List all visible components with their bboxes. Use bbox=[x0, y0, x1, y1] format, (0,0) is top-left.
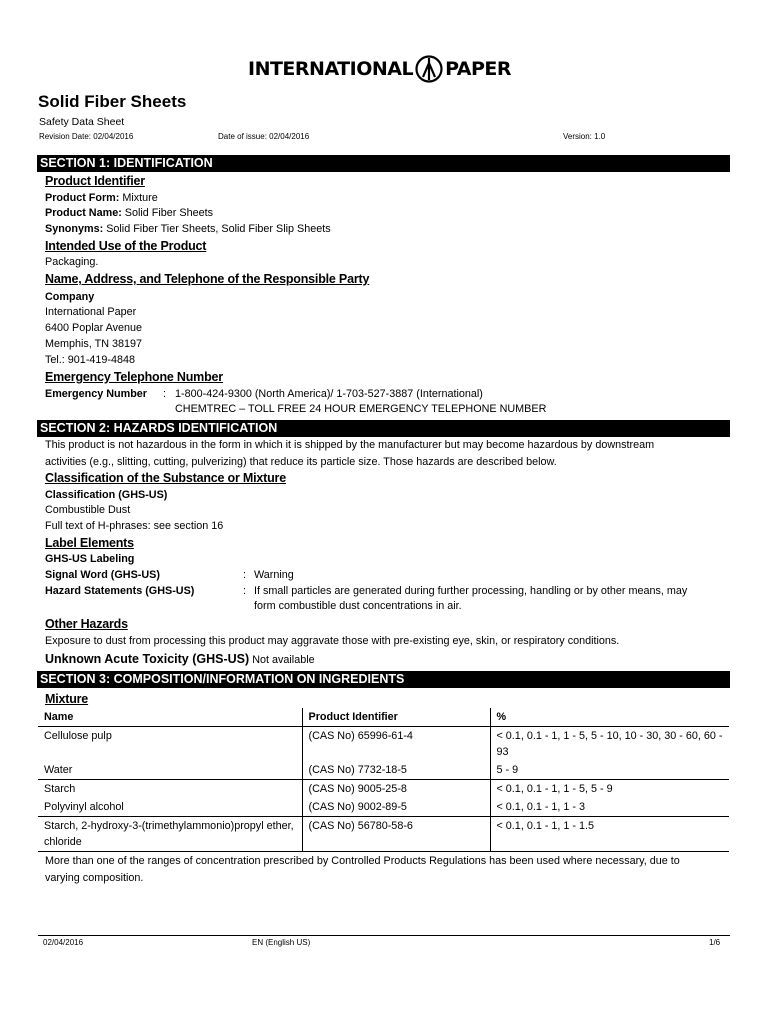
unknown-toxicity-label: Unknown Acute Toxicity (GHS-US) bbox=[45, 652, 250, 666]
ghs-labeling-label: GHS-US Labeling bbox=[45, 553, 135, 565]
version: Version: 1.0 bbox=[563, 132, 606, 141]
ingredients-table bbox=[38, 708, 729, 852]
logo-mark-icon bbox=[415, 55, 443, 83]
issue-date: Date of issue: 02/04/2016 bbox=[218, 132, 310, 141]
logo-right-word: PAPER bbox=[445, 58, 511, 80]
section-3-header: SECTION 3: COMPOSITION/INFORMATION ON INGREDIENTS bbox=[37, 671, 730, 688]
table-row bbox=[38, 780, 729, 799]
hazards-intro-line-1: This product is not hazardous in the form in which it is shipped by the manufacturer but may become hazardous by downstream bbox=[45, 439, 655, 451]
ingredient-id: (CAS No) 56780-58-6 bbox=[302, 817, 490, 852]
ingredient-pct: 5 - 9 bbox=[490, 761, 729, 780]
table-header-row bbox=[38, 708, 729, 727]
mixture-heading: Mixture bbox=[45, 692, 89, 706]
company-line: 6400 Poplar Avenue bbox=[45, 322, 143, 334]
composition-note-line-1: More than one of the ranges of concentration prescribed by Controlled Products Regulations has been used where necessary, due to bbox=[45, 855, 680, 867]
footer-date: 02/04/2016 bbox=[43, 938, 84, 947]
table-row bbox=[38, 817, 729, 852]
product-name-row bbox=[45, 207, 213, 219]
ingredient-id: (CAS No) 9005-25-8 bbox=[302, 780, 490, 799]
emergency-colon: : bbox=[163, 388, 166, 400]
product-form-value: Mixture bbox=[119, 192, 158, 204]
classification-heading: Classification of the Substance or Mixture bbox=[45, 471, 286, 485]
h-phrases-note: Full text of H-phrases: see section 16 bbox=[45, 520, 224, 532]
column-header: Name bbox=[38, 708, 302, 727]
column-header: % bbox=[490, 708, 729, 727]
ingredient-pct: < 0.1, 0.1 - 1, 1 - 1.5 bbox=[490, 817, 729, 852]
section-2-header: SECTION 2: HAZARDS IDENTIFICATION bbox=[37, 420, 730, 437]
ingredient-pct: < 0.1, 0.1 - 1, 1 - 5, 5 - 9 bbox=[490, 780, 729, 799]
table-row bbox=[38, 727, 729, 762]
ingredient-pct: < 0.1, 0.1 - 1, 1 - 5, 5 - 10, 10 - 30, 30 - 60, 60 - 93 bbox=[490, 727, 729, 762]
document-title: Solid Fiber Sheets bbox=[38, 92, 187, 111]
hazard-statements-line-2: form combustible dust concentrations in air. bbox=[254, 600, 462, 612]
product-name-label: Product Name: bbox=[45, 207, 122, 219]
product-identifier-heading: Product Identifier bbox=[45, 174, 145, 188]
other-hazards-text: Exposure to dust from processing this product may aggravate those with pre-existing eye, skin, or respiratory conditions. bbox=[45, 635, 620, 647]
international-paper-logo bbox=[248, 52, 518, 86]
synonyms-value: Solid Fiber Tier Sheets, Solid Fiber Slip Sheets bbox=[103, 223, 331, 235]
product-form-label: Product Form: bbox=[45, 192, 120, 204]
emergency-heading: Emergency Telephone Number bbox=[45, 370, 223, 384]
signal-word-value: Warning bbox=[254, 569, 294, 581]
product-name-value: Solid Fiber Sheets bbox=[121, 207, 214, 219]
company-line: Memphis, TN 38197 bbox=[45, 338, 143, 350]
emergency-label: Emergency Number bbox=[45, 388, 148, 400]
ingredient-pct: < 0.1, 0.1 - 1, 1 - 3 bbox=[490, 798, 729, 817]
section-1-header: SECTION 1: IDENTIFICATION bbox=[37, 155, 730, 172]
footer-page-number: 1/6 bbox=[709, 938, 721, 947]
ingredient-name: Starch, 2-hydroxy-3-(trimethylammonio)propyl ether, chloride bbox=[38, 817, 302, 852]
classification-value: Combustible Dust bbox=[45, 504, 131, 516]
intended-use-heading: Intended Use of the Product bbox=[45, 239, 207, 253]
ingredient-id: (CAS No) 9002-89-5 bbox=[302, 798, 490, 817]
signal-word-colon: : bbox=[243, 569, 246, 581]
ingredient-id: (CAS No) 65996-61-4 bbox=[302, 727, 490, 762]
table-row bbox=[38, 798, 729, 817]
ingredient-name: Polyvinyl alcohol bbox=[38, 798, 302, 817]
emergency-line-2: CHEMTREC – TOLL FREE 24 HOUR EMERGENCY TELEPHONE NUMBER bbox=[175, 403, 547, 415]
hazard-statements-line-1: If small particles are generated during further processing, handling or by other means, may bbox=[254, 585, 688, 597]
company-label: Company bbox=[45, 291, 95, 303]
classification-label: Classification (GHS-US) bbox=[45, 489, 168, 501]
revision-date: Revision Date: 02/04/2016 bbox=[39, 132, 134, 141]
intended-use-text: Packaging. bbox=[45, 256, 99, 268]
emergency-line-1: 1-800-424-9300 (North America)/ 1-703-527-3887 (International) bbox=[175, 388, 483, 400]
hazard-statements-colon: : bbox=[243, 585, 246, 597]
column-header: Product Identifier bbox=[302, 708, 490, 727]
company-line: Tel.: 901-419-4848 bbox=[45, 354, 136, 366]
composition-note-line-2: varying composition. bbox=[45, 872, 144, 884]
hazards-intro-line-2: activities (e.g., slitting, cutting, pulverizing) that reduce its particle size. Those hazards are described below. bbox=[45, 456, 557, 468]
ingredient-id: (CAS No) 7732-18-5 bbox=[302, 761, 490, 780]
unknown-toxicity-row bbox=[45, 652, 315, 666]
responsible-party-heading: Name, Address, and Telephone of the Responsible Party bbox=[45, 272, 370, 286]
ingredient-name: Starch bbox=[44, 783, 76, 795]
footer-language: EN (English US) bbox=[252, 938, 311, 947]
product-form-row bbox=[45, 192, 158, 204]
synonyms-row bbox=[45, 223, 331, 235]
footer-divider bbox=[38, 935, 730, 936]
hazard-statements-label: Hazard Statements (GHS-US) bbox=[45, 585, 195, 597]
company-line: International Paper bbox=[45, 306, 137, 318]
label-elements-heading: Label Elements bbox=[45, 536, 134, 550]
unknown-toxicity-value: Not available bbox=[252, 654, 315, 666]
ingredient-name: Water bbox=[38, 761, 302, 780]
table-row bbox=[38, 761, 729, 780]
other-hazards-heading: Other Hazards bbox=[45, 617, 128, 631]
logo-left-word: INTERNATIONAL bbox=[248, 58, 414, 80]
signal-word-label: Signal Word (GHS-US) bbox=[45, 569, 160, 581]
ingredient-name: Cellulose pulp bbox=[44, 730, 112, 742]
document-subtitle: Safety Data Sheet bbox=[39, 116, 125, 128]
synonyms-label: Synonyms: bbox=[45, 223, 104, 235]
